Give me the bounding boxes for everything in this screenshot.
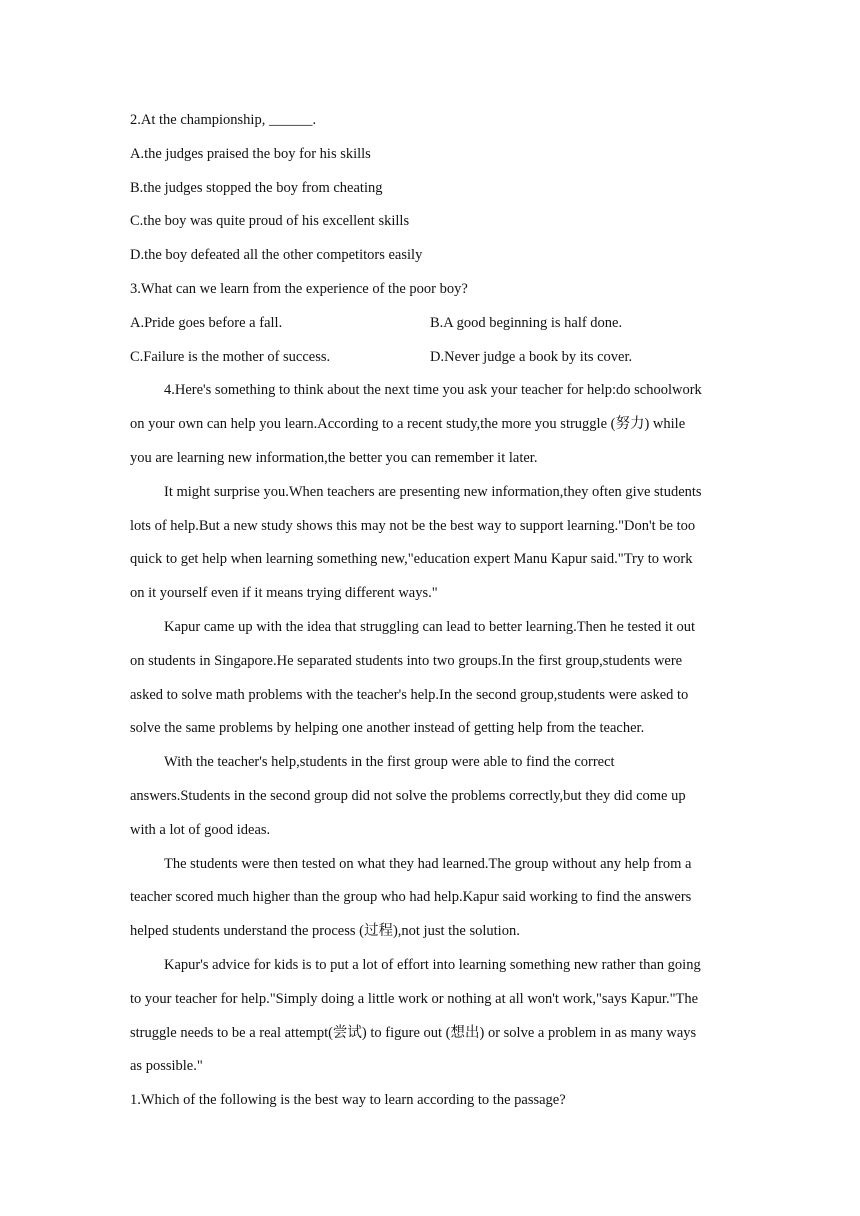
passage-paragraph-3 [130, 611, 730, 746]
passage-line: on students in Singapore.He separated students into two groups.In the first group,students were [130, 652, 683, 669]
question-3-option-c: C.Failure is the mother of success. [130, 348, 331, 365]
passage-paragraph-4 [130, 746, 730, 847]
question-2-stem: 2.At the championship, ______. [130, 112, 317, 128]
question-3-option-d: D.Never judge a book by its cover. [430, 348, 633, 365]
question-1-stem: 1.Which of the following is the best way to learn according to the passage? [130, 1092, 566, 1109]
question-3-option-b: B.A good beginning is half done. [430, 314, 623, 331]
passage-line: With the teacher's help,students in the first group were able to find the correct [164, 754, 615, 771]
passage-line: asked to solve math problems with the teacher's help.In the second group,students were asked to [130, 686, 689, 703]
question-3-option-a: A.Pride goes before a fall. [130, 314, 283, 331]
document-page [130, 104, 730, 1118]
question-3-stem: 3.What can we learn from the experience of the poor boy? [130, 280, 468, 297]
passage-paragraph-2 [130, 476, 730, 611]
question-2-option-d: D.the boy defeated all the other competitors easily [130, 247, 423, 264]
passage-line: with a lot of good ideas. [130, 821, 271, 838]
passage-line: quick to get help when learning something new,"education expert Manu Kapur said."Try to work [130, 551, 693, 568]
question-3-options-row-1 [130, 307, 730, 341]
passage-line: It might surprise you.When teachers are presenting new information,they often give students [164, 483, 702, 500]
passage-line: The students were then tested on what they had learned.The group without any help from a [164, 855, 692, 872]
passage-paragraph-6 [130, 949, 730, 1084]
passage-line: teacher scored much higher than the group who had help.Kapur said working to find the answers [130, 889, 692, 906]
passage-line: on your own can help you learn.According to a recent study,the more you struggle (努力) while [130, 416, 686, 433]
passage-line: you are learning new information,the better you can remember it later. [130, 449, 538, 466]
passage-line: Kapur's advice for kids is to put a lot of effort into learning something new rather than going [164, 956, 701, 973]
passage-paragraph-1 [130, 374, 730, 475]
passage-line: to your teacher for help."Simply doing a little work or nothing at all won't work,"says Kapur."The [130, 990, 699, 1007]
passage-line: on it yourself even if it means trying different ways." [130, 585, 438, 602]
question-2-option-c: C.the boy was quite proud of his excellent skills [130, 213, 410, 230]
question-2-option-b: B.the judges stopped the boy from cheating [130, 179, 383, 196]
passage-line: answers.Students in the second group did not solve the problems correctly,but they did come up [130, 787, 686, 804]
passage-line: Kapur came up with the idea that struggling can lead to better learning.Then he tested it out [164, 618, 696, 635]
passage-line: 4.Here's something to think about the next time you ask your teacher for help:do schoolwork [164, 382, 702, 399]
passage-line: helped students understand the process (过程),not just the solution. [130, 923, 520, 940]
question-2-option-a: A.the judges praised the boy for his skills [130, 145, 371, 162]
passage-paragraph-5 [130, 848, 730, 949]
passage-line: struggle needs to be a real attempt(尝试) to figure out (想出) or solve a problem in as many ways [130, 1024, 697, 1041]
question-3-options-row-2 [130, 341, 730, 375]
passage-line: solve the same problems by helping one another instead of getting help from the teacher. [130, 720, 645, 737]
passage-line: lots of help.But a new study shows this may not be the best way to support learning."Don't be too [130, 517, 696, 534]
passage-line: as possible." [130, 1058, 203, 1075]
